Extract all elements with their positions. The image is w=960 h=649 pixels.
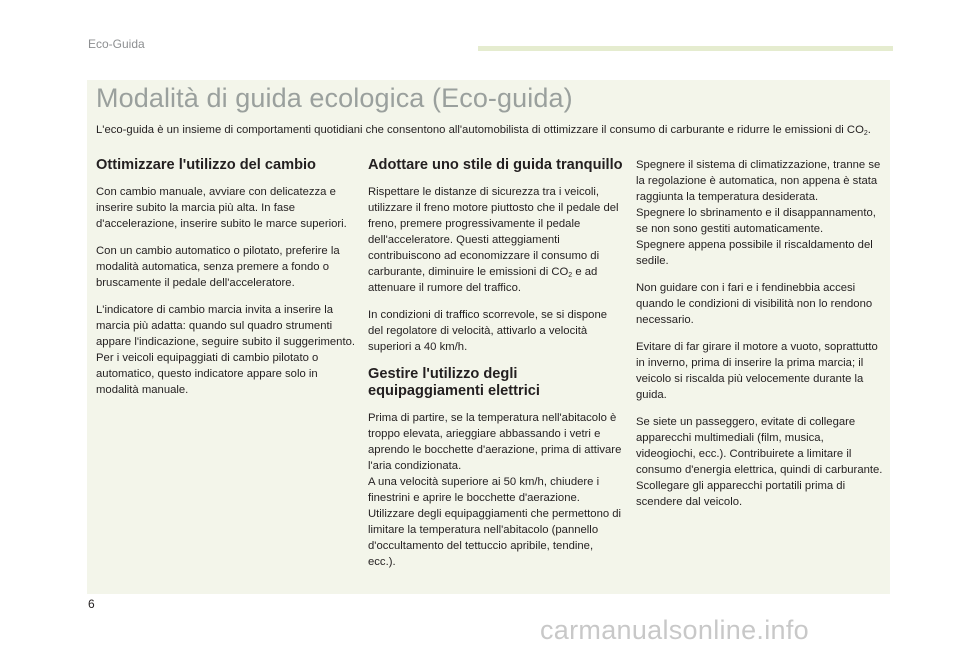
gear-indicator-note: Per i veicoli equipaggiati di cambio pilotato o automatico, questo indicatore appare solo in modalità manuale. (96, 352, 319, 396)
page-title: Modalità di guida ecologica (Eco-guida) (96, 83, 573, 113)
heading-electrical-equipment: Gestire l'utilizzo degli equipaggiamenti elettrici (368, 366, 540, 399)
paragraph-passenger-devices (636, 414, 886, 510)
co2-subscript: 2 (568, 272, 573, 279)
column-gearbox (96, 157, 356, 409)
safe-distance-text: Rispettare le distanze di sicurezza tra i veicoli, utilizzare il freno motore piuttosto che il pedale del freno, premere progressivamente il pedale dell'acceleratore. Questi atteggiamenti contribuiscono ad economizzare il consumo di carburante, diminuire le emissioni di CO (368, 186, 619, 278)
ventilation-text-1: Prima di partire, se la temperatura nell'abitacolo è troppo elevata, arieggiare abbassando i vetri e aprendo le bocchette d'aerazione, prima di attivare l'aria condizionata. (368, 412, 622, 472)
paragraph-climate-control (636, 157, 886, 269)
intro-text: L'eco-guida è un insieme di comportamenti quotidiani che consentono all'automobilista di ottimizzare il consumo di carburante e ridurre le emissioni di CO (96, 124, 864, 136)
intro-end: . (867, 124, 871, 136)
ventilation-text-3: Utilizzare degli equipaggiamenti che permettono di limitare la temperatura nell'abitacolo (pannello d'occultamento del tettuccio apribile, tendine, ecc.). (368, 508, 622, 568)
intro-paragraph (96, 122, 886, 138)
paragraph-cruise-control: In condizioni di traffico scorrevole, se si dispone del regolatore di velocità, attivarlo a velocità superiori a 40 km/h. (368, 309, 608, 353)
paragraph-headlights: Non guidare con i fari e i fendinebbia accesi quando le condizioni di visibilità non lo rendono necessario. (636, 282, 873, 326)
column-tips (636, 157, 886, 521)
paragraph-gear-indicator (96, 302, 356, 398)
passenger-text-1: Se siete un passeggero, evitate di collegare apparecchi multimediali (film, musica, videogiochi, ecc.). Contribuirete a limitare il consumo d'energia elettrica, quindi di carburante. (636, 416, 883, 476)
climate-text-1: Spegnere il sistema di climatizzazione, tranne se la regolazione è automatica, non appena è stata raggiunta la temperatura desiderata. (636, 159, 881, 203)
paragraph-ventilation (368, 410, 623, 570)
column-driving-style (368, 157, 623, 581)
gear-indicator-text: L'indicatore di cambio marcia invita a inserire la marcia più adatta: quando sul quadro strumenti appare l'indicazione, seguire subito il suggerimento. (96, 304, 356, 348)
section-header-bar (478, 46, 893, 51)
watermark: carmanualsonline.info (540, 615, 809, 645)
paragraph-automatic-gearbox: Con un cambio automatico o pilotato, preferire la modalità automatica, senza premere a fondo o bruscamente il pedale dell'acceleratore. (96, 245, 340, 289)
section-header-label: Eco-Guida (88, 37, 145, 51)
paragraph-safe-distance (368, 184, 623, 296)
climate-text-3: Spegnere appena possibile il riscaldamento del sedile. (636, 239, 873, 267)
paragraph-idle-engine: Evitare di far girare il motore a vuoto, soprattutto in inverno, prima di inserire la prima marcia; il veicolo si riscalda più velocemente durante la guida. (636, 341, 878, 401)
intro-subscript: 2 (863, 130, 868, 137)
safe-distance-end: e ad attenuare il rumore del traffico. (368, 266, 598, 294)
page-number: 6 (88, 597, 95, 611)
climate-text-2: Spegnere lo sbrinamento e il disappannamento, se non sono gestiti automaticamente. (636, 207, 876, 235)
heading-driving-style: Adottare uno stile di guida tranquillo (368, 157, 623, 173)
ventilation-text-2: A una velocità superiore ai 50 km/h, chiudere i finestrini e aprire le bocchette d'aerazione. (368, 476, 600, 504)
passenger-text-2: Scollegare gli apparecchi portatili prima di scendere dal veicolo. (636, 480, 846, 508)
paragraph-manual-gearbox: Con cambio manuale, avviare con delicatezza e inserire subito la marcia più alta. In fase d'accelerazione, inserire subito le marce superiori. (96, 186, 347, 230)
heading-gearbox: Ottimizzare l'utilizzo del cambio (96, 157, 316, 173)
